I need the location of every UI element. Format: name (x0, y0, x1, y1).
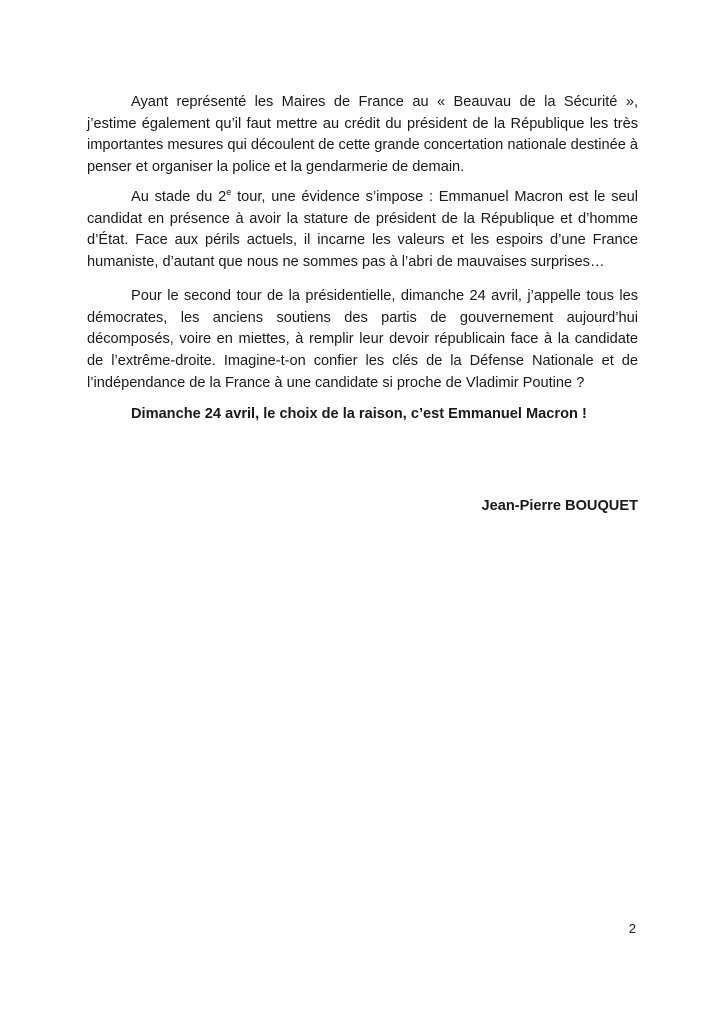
paragraph-call-to-vote: Pour le second tour de la présidentielle, dimanche 24 avril, j’appelle tous les démocrates, les anciens soutiens des partis de gouvernement aujourd’hui décomposés, voire en miettes, à remplir leur devoir républicain face à la candidate de l’extrême-droite. Imagine-t-on confier les clés de la Défense Nationale et de l’indépendance de la France à une candidate si proche de Vladimir Poutine ? (87, 288, 638, 391)
page-number: 2 (628, 921, 636, 936)
paragraph-beauvau: Ayant représenté les Maires de France au « Beauvau de la Sécurité », j’estime également qu’il faut mettre au crédit du président de la République les très importantes mesures qui découlent de cette grande concertation nationale destinée à penser et organiser la police et la gendarmerie de demain. (87, 94, 638, 176)
paragraph-second-round-start: Au stade du 2 (131, 189, 227, 205)
paragraph-second-round-rest: tour, une évidence s’impose : Emmanuel Macron est le seul candidat en présence à avoir la stature de président de la République et d’homme d’État. Face aux périls actuels, il incarne les valeurs et les espoirs d’une France humaniste, d’autant que nous ne sommes pas à l’abri de mauvaises surprises… (87, 189, 638, 271)
paragraph-second-round (87, 187, 638, 274)
superscript-e: e (226, 187, 232, 198)
signature: Jean-Pierre BOUQUET (481, 498, 638, 514)
paragraph-conclusion: Dimanche 24 avril, le choix de la raison, c’est Emmanuel Macron ! (131, 406, 587, 422)
